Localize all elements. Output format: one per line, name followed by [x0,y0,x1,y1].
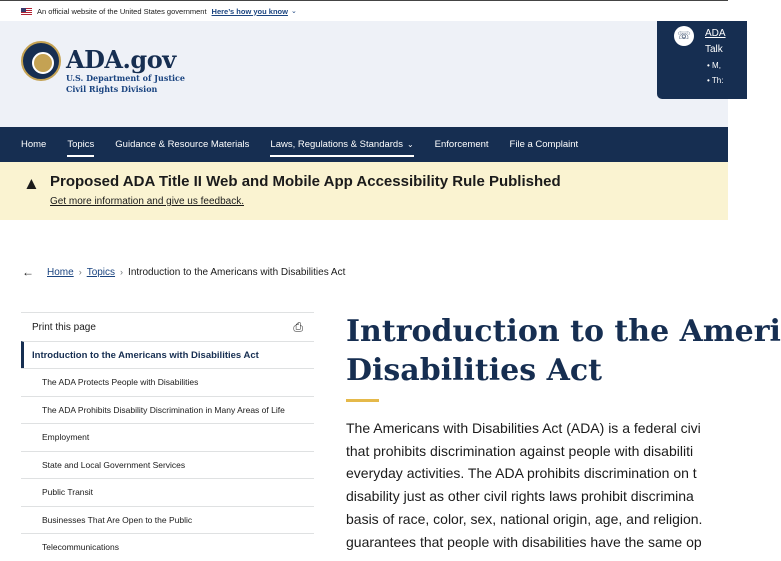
breadcrumb-home[interactable]: Home [47,266,74,278]
contact-hours-1: • M, [707,61,721,70]
nav-laws[interactable] [270,127,413,162]
body-line: basis of race, color, sex, national origin, age, and religion. [346,510,703,527]
alert-title: Proposed ADA Title II Web and Mobile App Accessibility Rule Published [50,173,561,190]
nav-enforcement[interactable]: Enforcement [434,139,489,150]
nav-file-complaint[interactable]: File a Complaint [509,139,579,150]
body-line: everyday activities. The ADA prohibits discrimination on t [346,465,697,482]
body-line: disability just as other civil rights laws prohibit discrimina [346,488,694,505]
breadcrumb-separator: › [120,267,124,277]
page-title [346,312,781,390]
title-divider [346,399,379,402]
main-nav [0,127,728,162]
contact-link[interactable]: ADA [705,28,726,39]
breadcrumb-current: Introduction to the Americans with Disabilities Act [128,266,346,278]
warning-icon: ▲ [23,174,40,193]
phone-icon: ☏ [674,26,694,46]
alert-feedback-link[interactable]: Get more information and give us feedback. [50,196,244,207]
nav-guidance[interactable]: Guidance & Resource Materials [115,139,250,150]
subtitle-line-2: Civil Rights Division [66,84,158,94]
gov-banner-text: An official website of the United States government [37,6,207,16]
nav-home[interactable]: Home [21,139,47,150]
contact-talk: Talk [705,44,723,55]
body-line: that prohibits discrimination against people with disabiliti [346,442,694,459]
sidebar-item[interactable]: Businesses That Are Open to the Public [21,506,314,534]
heres-how-you-know-link[interactable]: Here’s how you know [211,6,288,16]
nav-laws-label: Laws, Regulations & Standards [270,139,403,150]
site-subtitle [66,73,185,95]
subtitle-line-1: U.S. Department of Justice [66,73,186,83]
page-sidebar [21,312,314,561]
body-line: The Americans with Disabilities Act (ADA) is a federal civi [346,420,701,436]
sidebar-item-current[interactable]: Introduction to the Americans with Disabilities Act [21,341,314,368]
alert-banner [0,162,728,220]
breadcrumb [22,265,345,279]
doj-seal-logo[interactable] [21,41,61,81]
chevron-down-icon[interactable]: ⌄ [290,8,297,15]
back-arrow-icon[interactable]: ← [22,265,34,279]
contact-box [657,21,747,99]
sidebar-item[interactable]: Telecommunications [21,533,314,561]
gov-banner [0,0,728,21]
print-label: Print this page [32,321,96,333]
chevron-down-icon: ⌄ [406,140,414,149]
breadcrumb-topics[interactable]: Topics [86,266,116,278]
sidebar-item[interactable]: The ADA Prohibits Disability Discrimination in Many Areas of Life [21,396,314,424]
body-line: guarantees that people with disabilities have the same op [346,533,702,550]
breadcrumb-separator: › [78,267,82,277]
intro-paragraph [346,417,746,553]
site-header [0,21,728,127]
contact-hours-2: • Th: [707,76,724,85]
nav-topics[interactable]: Topics [67,127,94,162]
page-title-line-1: Introduction to the Ameri [346,314,781,349]
sidebar-item[interactable]: The ADA Protects People with Disabilities [21,368,314,396]
printer-icon: ⎙ [293,319,303,334]
sidebar-item[interactable]: State and Local Government Services [21,451,314,479]
print-page-button[interactable] [21,312,314,341]
page-title-line-2: Disabilities Act [346,353,602,388]
site-title[interactable]: ADA.gov [66,45,176,74]
sidebar-item[interactable]: Public Transit [21,478,314,506]
sidebar-item[interactable]: Employment [21,423,314,451]
us-flag-icon [21,8,32,15]
